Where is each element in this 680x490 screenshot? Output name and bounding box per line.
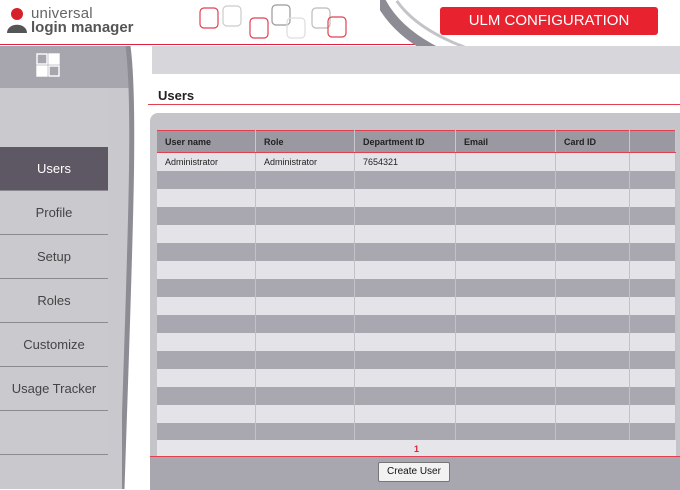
table-cell [157,189,256,207]
header-divider [0,44,420,45]
table-cell [157,207,256,225]
table-cell [157,315,256,333]
table-cell [630,351,676,369]
table-cell [456,369,556,387]
table-row[interactable] [157,261,676,279]
title-divider [148,104,680,105]
table-cell [456,207,556,225]
grid-logo-icon [36,53,60,77]
create-user-button[interactable]: Create User [378,462,450,482]
table-cell [256,405,355,423]
users-table [157,130,676,441]
table-cell [456,297,556,315]
table-cell [456,315,556,333]
table-row[interactable] [157,297,676,315]
table-row[interactable] [157,243,676,261]
table-cell [157,369,256,387]
table-cell [630,315,676,333]
page-title: Users [158,88,195,103]
table-cell [256,171,355,189]
table-cell [355,225,456,243]
table-cell [630,297,676,315]
table-cell [556,225,630,243]
table-cell [256,225,355,243]
cell-role: Administrator [256,153,355,172]
table-cell [556,405,630,423]
table-cell [355,405,456,423]
table-cell [256,261,355,279]
table-cell [157,279,256,297]
table-cell [256,369,355,387]
cell-card-id [556,153,630,172]
table-cell [556,189,630,207]
column-header-card-id[interactable]: Card ID [556,131,630,153]
table-cell [256,189,355,207]
table-cell [556,207,630,225]
table-cell [556,423,630,441]
brand-line-1: universal [31,5,93,22]
app-title-banner: ULM CONFIGURATION [440,7,658,35]
table-row[interactable] [157,315,676,333]
table-cell [256,315,355,333]
table-cell [157,405,256,423]
sidebar-top-band [0,46,135,88]
table-cell [556,315,630,333]
table-cell [355,171,456,189]
table-cell [630,243,676,261]
table-cell [556,279,630,297]
table-cell [456,333,556,351]
table-cell [456,405,556,423]
table-cell [630,261,676,279]
table-cell [456,423,556,441]
table-row[interactable] [157,171,676,189]
table-cell [355,351,456,369]
content-top-band [145,46,680,74]
table-cell [630,171,676,189]
sidebar-item-profile[interactable]: Profile [0,191,108,235]
cell-email [456,153,556,172]
table-row[interactable] [157,387,676,405]
sidebar-curve-decoration [122,46,152,489]
table-cell [355,387,456,405]
table-row[interactable] [157,333,676,351]
column-header-email[interactable]: Email [456,131,556,153]
table-cell [630,207,676,225]
table-cell [256,423,355,441]
table-cell [157,171,256,189]
sidebar-item-users[interactable]: Users [0,147,108,191]
column-header-extra [630,131,676,153]
sidebar [0,88,140,489]
table-cell [157,351,256,369]
page-link-current[interactable]: 1 [413,444,419,454]
table-cell [456,261,556,279]
sidebar-spacer [0,411,108,455]
table-cell [157,225,256,243]
table-cell [630,189,676,207]
table-cell [556,369,630,387]
user-logo-icon [6,7,28,33]
table-row[interactable] [157,405,676,423]
table-cell [456,279,556,297]
table-cell [256,297,355,315]
table-cell [456,243,556,261]
table-row[interactable] [157,189,676,207]
table-cell [355,243,456,261]
sidebar-item-customize[interactable]: Customize [0,323,108,367]
table-row[interactable] [157,423,676,441]
table-cell [355,189,456,207]
column-header-role[interactable]: Role [256,131,355,153]
table-cell [456,171,556,189]
table-cell [630,423,676,441]
brand-line-2: login manager [31,19,134,36]
table-cell [355,207,456,225]
sidebar-item-usage-tracker[interactable]: Usage Tracker [0,367,108,411]
table-cell [556,243,630,261]
column-header-user-name[interactable]: User name [157,131,256,153]
table-row[interactable] [157,207,676,225]
table-cell [157,423,256,441]
table-cell [556,333,630,351]
table-row[interactable] [157,225,676,243]
column-header-department-id[interactable]: Department ID [355,131,456,153]
table-cell [456,225,556,243]
table-cell [630,387,676,405]
table-cell [157,297,256,315]
decorative-squares-icon [195,2,355,42]
table-cell [630,369,676,387]
table-cell [355,261,456,279]
table-cell [630,225,676,243]
table-cell [157,333,256,351]
sidebar-item-roles[interactable]: Roles [0,279,108,323]
table-cell [256,207,355,225]
table-cell [157,261,256,279]
table-cell [556,261,630,279]
table-row[interactable] [157,279,676,297]
table-cell [157,243,256,261]
cell-department-id: 7654321 [355,153,456,172]
table-cell [456,351,556,369]
table-cell [256,243,355,261]
table-cell [456,189,556,207]
table-cell [256,351,355,369]
table-cell [556,387,630,405]
table-cell [556,351,630,369]
table-cell [630,333,676,351]
table-cell [355,315,456,333]
table-cell [556,171,630,189]
table-cell [157,387,256,405]
table-cell [355,279,456,297]
table-cell [355,369,456,387]
table-cell [630,279,676,297]
table-row[interactable] [157,351,676,369]
cell-extra [630,153,676,172]
table-cell [630,405,676,423]
table-cell [355,297,456,315]
table-cell [456,387,556,405]
table-cell [355,423,456,441]
table-row[interactable] [157,369,676,387]
table-header-row [157,131,676,153]
table-row[interactable] [157,153,676,172]
table-cell [355,333,456,351]
table-cell [256,387,355,405]
sidebar-spacer [0,88,108,148]
cell-user-name: Administrator [157,153,256,172]
table-cell [556,297,630,315]
table-cell [256,333,355,351]
table-cell [256,279,355,297]
pagination [157,440,676,456]
sidebar-item-setup[interactable]: Setup [0,235,108,279]
